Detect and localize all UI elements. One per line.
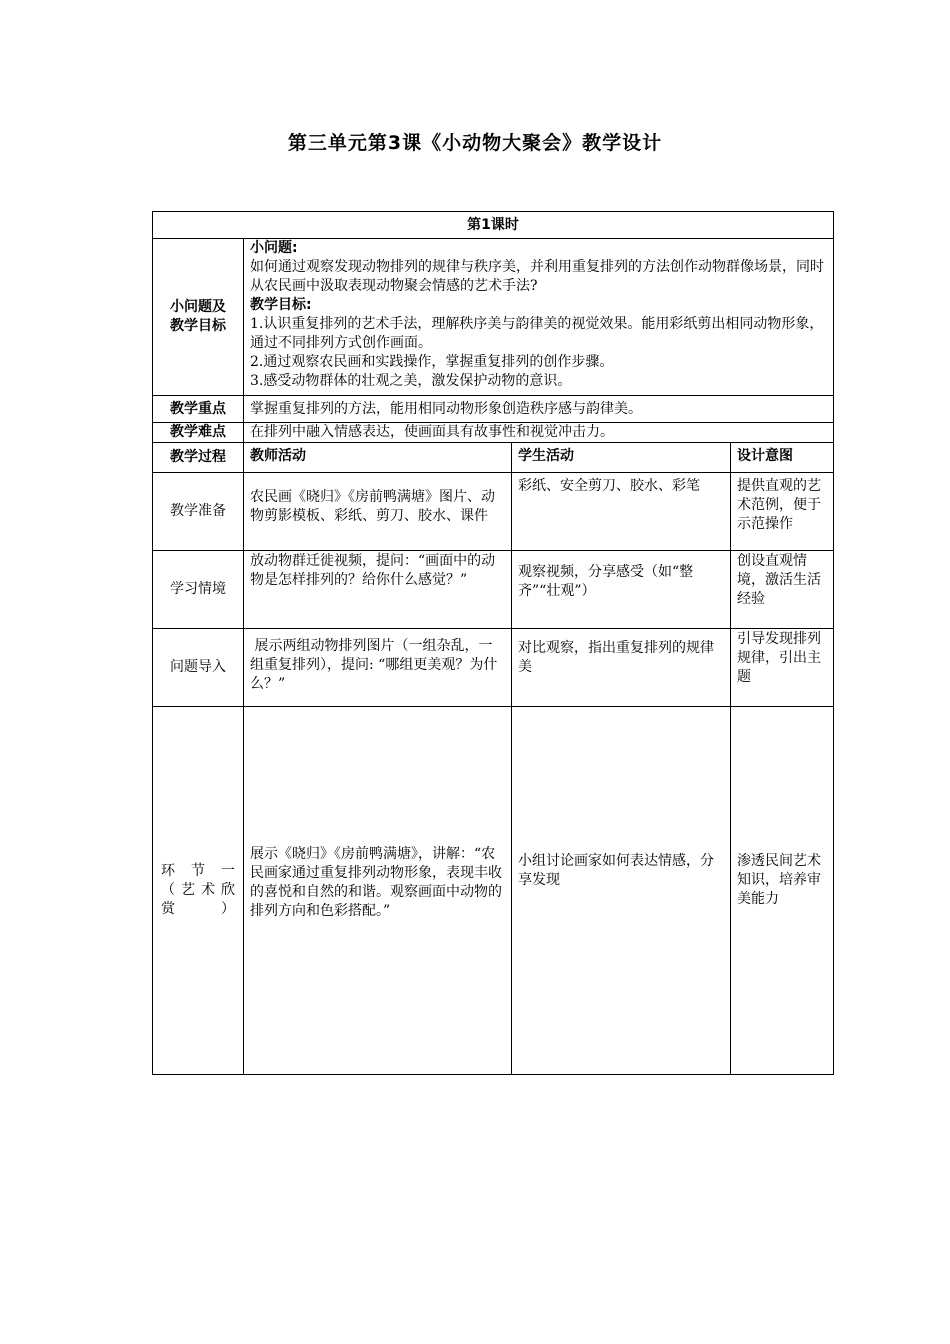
- goals-label: [153, 239, 244, 396]
- table-row: [153, 473, 834, 551]
- stage-line1: 环节一: [161, 863, 235, 879]
- goals-row: [153, 239, 834, 396]
- design-intent-cell: 引导发现排列规律，引出主题: [731, 629, 834, 707]
- objective-item: 3.感受动物群体的壮观之美，激发保护动物的意识。: [250, 373, 572, 389]
- goals-label-line2: 教学目标: [170, 318, 226, 334]
- question-text: 如何通过观察发现动物排列的规律与秩序美，并利用重复排列的方法创作动物群像场景，同时从农民画中汲取表现动物聚会情感的艺术手法?: [250, 259, 824, 294]
- teacher-activity-cell: 放动物群迁徙视频，提问：“画面中的动物是怎样排列的？给你什么感觉？”: [244, 551, 512, 629]
- key-point-text: 掌握重复排列的方法，能用相同动物形象创造秩序感与韵律美。: [244, 396, 834, 423]
- design-intent-cell: 创设直观情境，激活生活经验: [731, 551, 834, 629]
- lesson-plan-table: [152, 211, 834, 1075]
- student-activity-cell: 小组讨论画家如何表达情感，分享发现: [512, 707, 731, 1075]
- process-header-row: [153, 443, 834, 473]
- stage-cell: 问题导入: [153, 629, 244, 707]
- difficulty-row: [153, 423, 834, 443]
- stage-cell: [153, 707, 244, 1075]
- page-title: 第三单元第3课《小动物大聚会》教学设计: [287, 132, 663, 154]
- teacher-activity-header: 教师活动: [244, 443, 512, 473]
- session-row: [153, 212, 834, 239]
- design-intent-cell: 渗透民间艺术知识，培养审美能力: [731, 707, 834, 1075]
- key-point-row: [153, 396, 834, 423]
- process-label: 教学过程: [153, 443, 244, 473]
- session-header: 第1课时: [153, 212, 834, 239]
- table-row: [153, 629, 834, 707]
- question-heading: 小问题:: [250, 240, 298, 256]
- stage-cell: 学习情境: [153, 551, 244, 629]
- design-intent-header: 设计意图: [731, 443, 834, 473]
- student-activity-cell: 对比观察，指出重复排列的规律美: [512, 629, 731, 707]
- difficulty-text: 在排列中融入情感表达，使画面具有故事性和视觉冲击力。: [244, 423, 834, 443]
- stage-line2: （艺术欣赏）: [161, 882, 235, 917]
- goals-content: [244, 239, 834, 396]
- design-intent-cell: 提供直观的艺术范例，便于示范操作: [731, 473, 834, 551]
- teacher-activity-cell: 展示两组动物排列图片（一组杂乱，一组重复排列），提问: “哪组更美观？为什么？”: [244, 629, 512, 707]
- teacher-activity-cell: 展示《晓归》《房前鸭满塘》，讲解：“农民画家通过重复排列动物形象，表现丰收的喜悦和自然的和谐。观察画面中动物的排列方向和色彩搭配。”: [244, 707, 512, 1075]
- student-activity-header: 学生活动: [512, 443, 731, 473]
- key-point-label: 教学重点: [153, 396, 244, 423]
- goals-label-line1: 小问题及: [170, 299, 226, 315]
- teacher-activity-cell: 农民画《晓归》《房前鸭满塘》图片、动物剪影模板、彩纸、剪刀、胶水、课件: [244, 473, 512, 551]
- objectives-heading: 教学目标:: [250, 297, 312, 313]
- student-activity-cell: 彩纸、安全剪刀、胶水、彩笔: [512, 473, 731, 551]
- objective-item: 1.认识重复排列的艺术手法，理解秩序美与韵律美的视觉效果。能用彩纸剪出相同动物形象，通过不同排列方式创作画面。: [250, 316, 824, 351]
- stage-cell: 教学准备: [153, 473, 244, 551]
- table-row: [153, 707, 834, 1075]
- difficulty-label: 教学难点: [153, 423, 244, 443]
- table-row: [153, 551, 834, 629]
- objective-item: 2.通过观察农民画和实践操作，掌握重复排列的创作步骤。: [250, 354, 614, 370]
- student-activity-cell: 观察视频，分享感受（如“整齐”“壮观”）: [512, 551, 731, 629]
